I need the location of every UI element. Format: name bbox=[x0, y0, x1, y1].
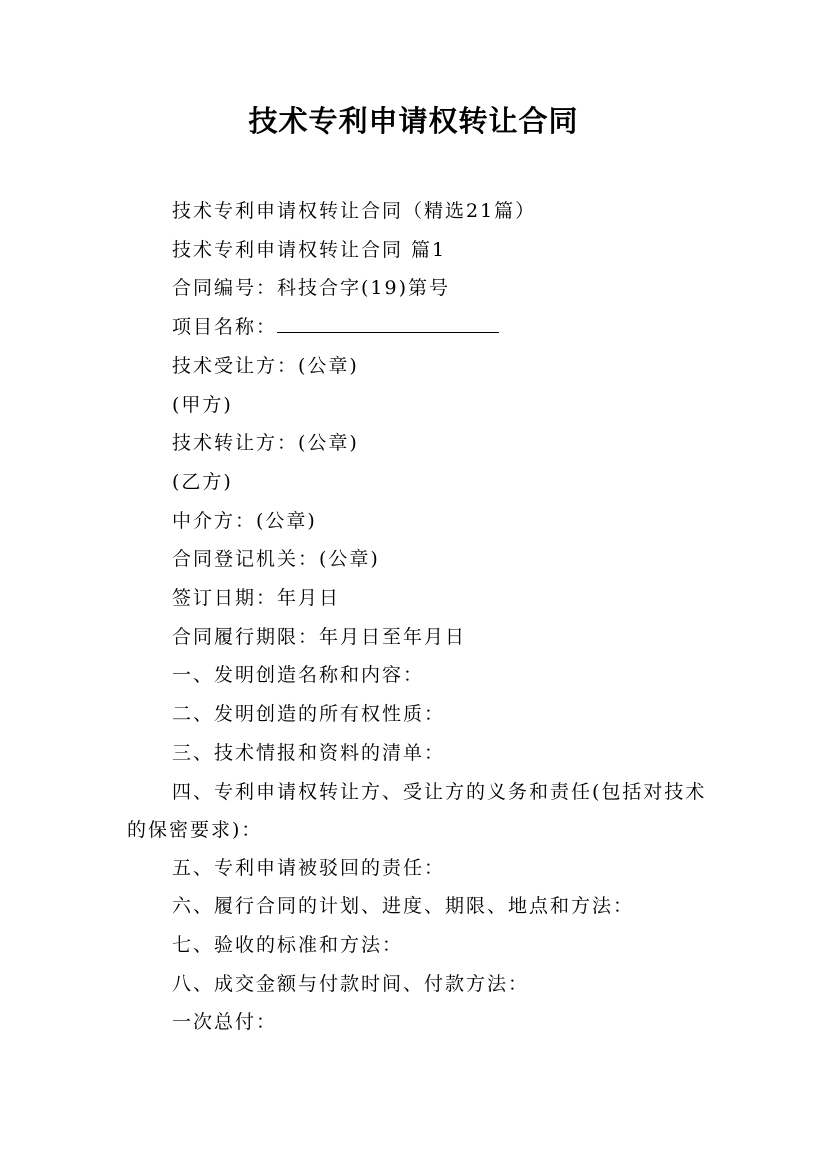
project-name-blank-line bbox=[277, 316, 499, 333]
clause-7: 七、验收的标准和方法： bbox=[172, 933, 404, 956]
clause-8: 八、成交金额与付款时间、付款方法： bbox=[172, 972, 530, 995]
clause-6: 六、履行合同的计划、进度、期限、地点和方法： bbox=[172, 895, 635, 918]
clause-5: 五、专利申请被驳回的责任： bbox=[172, 856, 446, 879]
paragraph-registration-authority: 合同登记机关：(公章) bbox=[172, 548, 380, 571]
clause-4: 四、专利申请权转让方、受让方的义务和责任(包括对技术的保密要求)： bbox=[127, 780, 707, 841]
paragraph-signing-date: 签订日期：年月日 bbox=[172, 587, 341, 610]
clause-lump-sum: 一次总付： bbox=[172, 1011, 278, 1034]
project-name-label: 项目名称： bbox=[172, 316, 278, 339]
paragraph-project-name bbox=[127, 308, 717, 347]
paragraph-assignor: 技术转让方：(公章) bbox=[172, 432, 359, 455]
paragraph-assignee: 技术受让方：(公章) bbox=[172, 354, 359, 377]
paragraph-contract-number: 合同编号：科技合字(19)第号 bbox=[172, 277, 451, 300]
document-body bbox=[127, 192, 717, 1042]
paragraph-subtitle: 技术专利申请权转让合同（精选21篇） bbox=[172, 200, 537, 222]
clause-2: 二、发明创造的所有权性质： bbox=[172, 703, 446, 726]
clause-1: 一、发明创造名称和内容： bbox=[172, 664, 425, 687]
clause-3: 三、技术情报和资料的清单： bbox=[172, 741, 446, 764]
document-title: 技术专利申请权转让合同 bbox=[248, 104, 579, 138]
paragraph-party-b: (乙方) bbox=[172, 470, 233, 493]
paragraph-party-a: (甲方) bbox=[172, 393, 233, 416]
paragraph-intermediary: 中介方：(公章) bbox=[172, 509, 317, 532]
paragraph-section-heading: 技术专利申请权转让合同 篇1 bbox=[172, 238, 447, 261]
paragraph-performance-period: 合同履行期限：年月日至年月日 bbox=[172, 625, 467, 648]
